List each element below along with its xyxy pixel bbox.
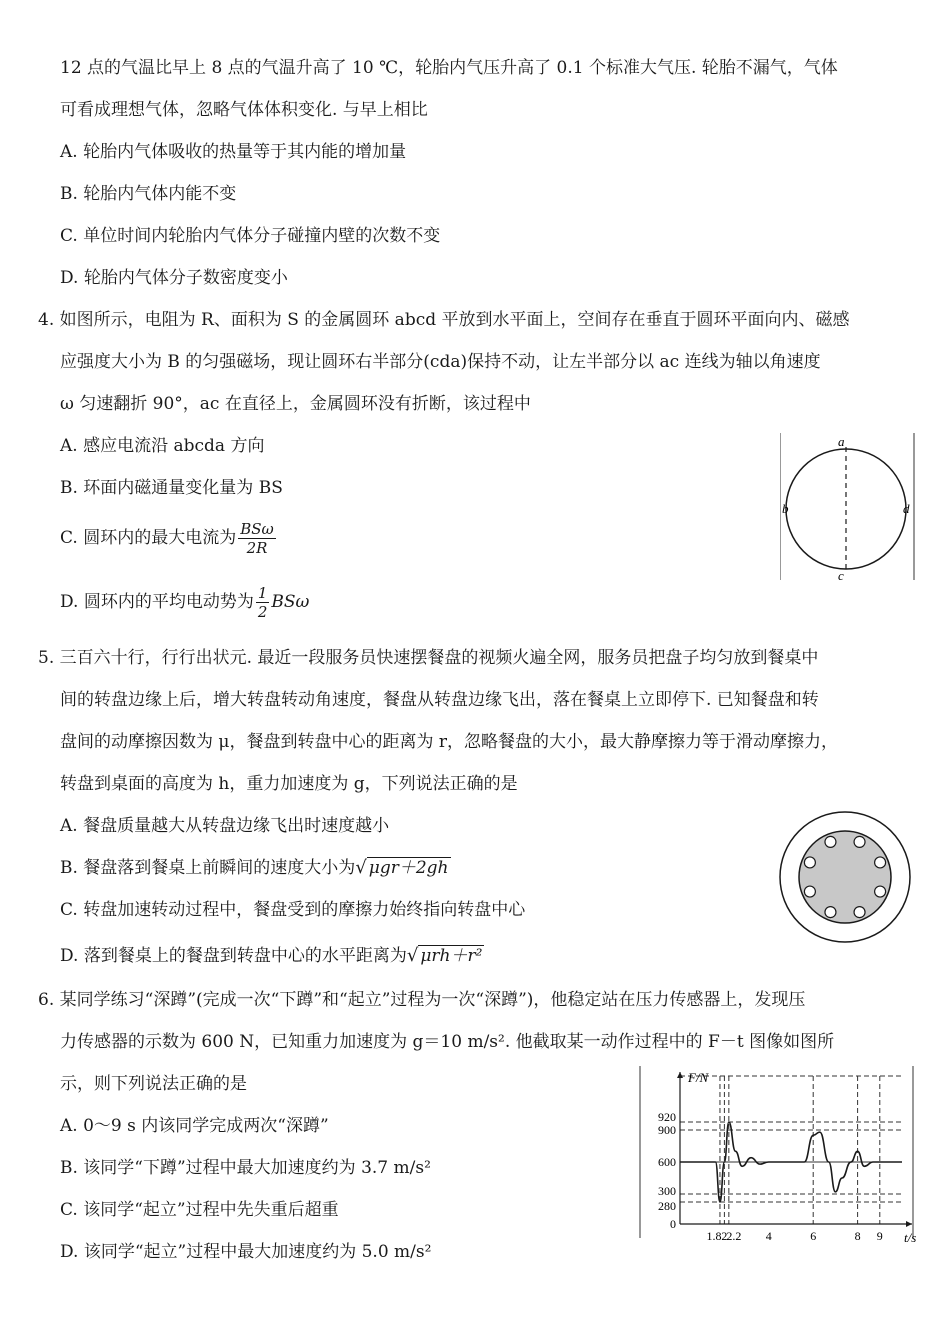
- y-tick-0: 0: [670, 1217, 676, 1231]
- q5-turntable-figure: [778, 810, 912, 944]
- plate: [875, 886, 886, 897]
- q5-option-a: A. 餐盘质量越大从转盘边缘飞出时速度越小: [60, 816, 390, 836]
- q4-option-c-denominator: 2R: [246, 539, 268, 557]
- x-tick-6: 6: [810, 1229, 817, 1243]
- x-tick-4: 4: [765, 1229, 772, 1243]
- plate: [854, 836, 865, 847]
- q4-option-d-denominator: 2: [257, 603, 268, 621]
- plate: [825, 907, 836, 918]
- q3-stem-line2: 可看成理想气体，忽略气体体积变化. 与早上相比: [60, 100, 428, 120]
- q3-option-c: C. 单位时间内轮胎内气体分子碰撞内壁的次数不变: [60, 226, 441, 246]
- q4-option-d-prefix: D. 圆环内的平均电动势为: [60, 592, 254, 612]
- y-axis-arrow: [677, 1072, 683, 1078]
- q4-option-b: B. 环面内磁通量变化量为 BS: [60, 478, 283, 498]
- q6-stem-line2: 力传感器的示数为 600 N，已知重力加速度为 g＝10 m/s². 他截取某一动作过程中的 F－t 图像如图所: [60, 1032, 835, 1052]
- y-axis-label: F/N: [688, 1070, 709, 1085]
- q5-stem-line1: 5. 三百六十行，行行出状元. 最近一段服务员快速摆餐盘的视频火遍全网，服务员把盘子均匀放到餐桌中: [38, 648, 819, 668]
- q5-option-d-radicand: μrh＋r²: [420, 946, 483, 966]
- q4-option-d: [60, 584, 309, 621]
- y-tick-600: 600: [658, 1155, 676, 1169]
- sqrt-sign: √: [355, 857, 367, 878]
- turntable: [799, 831, 891, 923]
- q4-stem-line1: 4. 如图所示，电阻为 R、面积为 S 的金属圆环 abcd 平放到水平面上，空间存在垂直于圆环平面向内、磁感: [38, 310, 850, 330]
- q4-option-c-fraction: [238, 520, 276, 557]
- q5-option-d-prefix: D. 落到餐桌上的餐盘到转盘中心的水平距离为: [60, 946, 407, 966]
- plate: [854, 907, 865, 918]
- q6-option-a: A. 0～9 s 内该同学完成两次“深蹲”: [60, 1116, 329, 1136]
- q6-stem-line3: 示，则下列说法正确的是: [60, 1074, 247, 1094]
- q4-option-d-numerator: 1: [257, 584, 268, 602]
- q5-option-b-radicand: μgr＋2gh: [368, 858, 449, 878]
- q4-option-c-numerator: BSω: [240, 520, 274, 538]
- q4-stem-line2: 应强度大小为 B 的匀强磁场，现让圆环右半部分(cda)保持不动，让左半部分以 ac 连线为轴以角速度: [60, 352, 821, 372]
- sqrt-sign: √: [406, 945, 419, 966]
- x-tick-1.8: 1.8: [706, 1229, 722, 1243]
- q3-option-a: A. 轮胎内气体吸收的热量等于其内能的增加量: [60, 142, 407, 162]
- q5-option-d: [60, 944, 484, 968]
- plate: [804, 886, 815, 897]
- q4-option-c-prefix: C. 圆环内的最大电流为: [60, 528, 237, 548]
- x-axis-label: t/s: [904, 1230, 916, 1245]
- y-tick-920: 920: [658, 1110, 676, 1124]
- q4-option-d-fraction: [256, 584, 270, 621]
- q4-ring-figure: [780, 433, 915, 580]
- q5-stem-line4: 转盘到桌面的高度为 h，重力加速度为 g，下列说法正确的是: [60, 774, 518, 794]
- q6-stem-line1: 6. 某同学练习“深蹲”(完成一次“下蹲”和“起立”过程为一次“深蹲”)，他稳定站在压力传感器上，发现压: [38, 990, 806, 1010]
- q6-option-c: C. 该同学“起立”过程中先失重后超重: [60, 1200, 339, 1220]
- label-b: b: [782, 501, 789, 516]
- q5-option-b-prefix: B. 餐盘落到餐桌上前瞬间的速度大小为: [60, 858, 356, 878]
- label-a: a: [838, 434, 845, 449]
- x-tick-2: 2: [721, 1229, 728, 1243]
- q3-option-b: B. 轮胎内气体内能不变: [60, 184, 237, 204]
- chart-gridlines: [680, 1076, 902, 1224]
- plate: [825, 836, 836, 847]
- chart-axes: [677, 1072, 912, 1227]
- q4-option-d-suffix: BSω: [271, 592, 310, 612]
- label-c: c: [838, 568, 844, 580]
- q3-stem-line1: 12 点的气温比早上 8 点的气温升高了 10 ℃，轮胎内气压升高了 0.1 个标准大气压. 轮胎不漏气，气体: [60, 58, 838, 78]
- x-tick-2.2: 2.2: [726, 1229, 742, 1243]
- q4-option-c: [60, 520, 278, 557]
- q5-option-c: C. 转盘加速转动过程中，餐盘受到的摩擦力始终指向转盘中心: [60, 900, 526, 920]
- label-d: d: [903, 501, 910, 516]
- q4-option-a: A. 感应电流沿 abcda 方向: [60, 436, 265, 456]
- x-tick-9: 9: [876, 1229, 883, 1243]
- q5-stem-line2: 间的转盘边缘上后，增大转盘转动角速度，餐盘从转盘边缘飞出，落在餐桌上立即停下. 已知餐盘和转: [60, 690, 819, 710]
- plate: [804, 857, 815, 868]
- plate: [875, 857, 886, 868]
- chart-tick-labels: [658, 1070, 916, 1245]
- y-tick-300: 300: [658, 1184, 676, 1198]
- q6-option-b: B. 该同学“下蹲”过程中最大加速度约为 3.7 m/s²: [60, 1158, 431, 1178]
- y-tick-900: 900: [658, 1123, 676, 1137]
- q6-option-d: D. 该同学“起立”过程中最大加速度约为 5.0 m/s²: [60, 1242, 432, 1262]
- q5-stem-line3: 盘间的动摩擦因数为 μ，餐盘到转盘中心的距离为 r，忽略餐盘的大小，最大静摩擦力等于滑动摩擦力，: [60, 732, 838, 752]
- q4-stem-line3: ω 匀速翻折 90°，ac 在直径上，金属圆环没有折断，该过程中: [60, 394, 531, 414]
- q3-option-d: D. 轮胎内气体分子数密度变小: [60, 268, 288, 288]
- x-tick-8: 8: [854, 1229, 861, 1243]
- q5-option-b: [60, 856, 451, 880]
- x-axis-arrow: [906, 1221, 912, 1227]
- q6-force-time-chart: [636, 1066, 916, 1246]
- y-tick-280: 280: [658, 1199, 676, 1213]
